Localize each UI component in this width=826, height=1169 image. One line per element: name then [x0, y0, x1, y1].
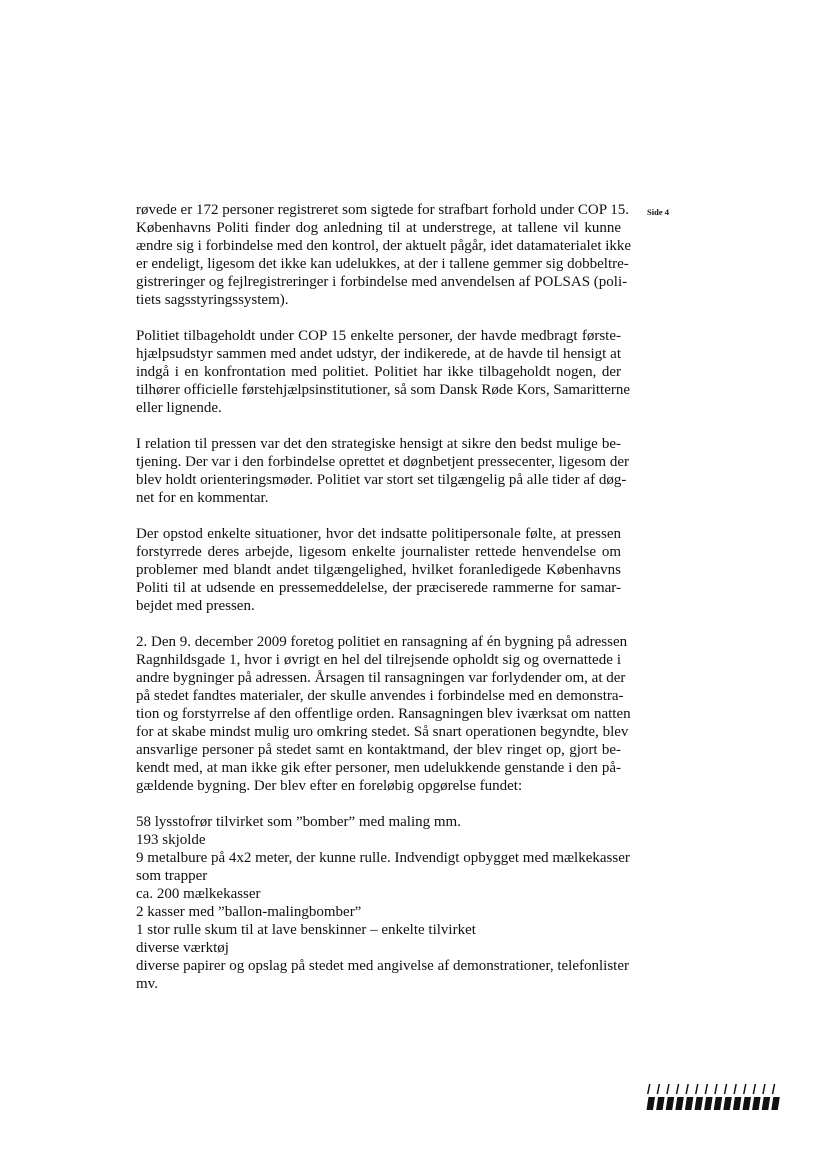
text-line: røvede er 172 personer registreret som sigtede for strafbart forhold under COP 15.: [136, 202, 630, 218]
text-line: I relation til pressen var det den strategiske hensigt at sikre den bedst mulige be-: [136, 436, 621, 452]
barcode-mark: [724, 1084, 728, 1094]
barcode-mark: [753, 1084, 757, 1094]
text-line: for at skabe mindst mulig uro omkring stedet. Så snart operationen begyndte, blev: [136, 724, 629, 740]
text-line: ændre sig i forbindelse med den kontrol, der aktuelt pågår, idet datamaterialet ikke: [136, 238, 632, 254]
text-line: tjening. Der var i den forbindelse oprettet et døgnbetjent pressecenter, ligesom der: [136, 454, 629, 470]
text-line: er endeligt, ligesom det ikke kan udelukkes, at der i tallene gemmer sig dobbeltre-: [136, 256, 629, 272]
barcode-mark: [762, 1084, 766, 1094]
list-item: 9 metalbure på 4x2 meter, der kunne rulle. Indvendigt opbygget med mælkekasser: [136, 850, 630, 866]
barcode-mark: [705, 1084, 709, 1094]
list-item: 2 kasser med ”ballon-malingbomber”: [136, 904, 362, 920]
text-line: Politiet tilbageholdt under COP 15 enkelte personer, der havde medbragt første-: [136, 328, 621, 344]
barcode-bar: [743, 1097, 752, 1110]
list-item: diverse papirer og opslag på stedet med angivelse af demonstrationer, telefonlister: [136, 958, 629, 974]
barcode-bar: [704, 1097, 713, 1110]
list-item: som trapper: [136, 868, 208, 884]
list-item: 58 lysstofrør tilvirket som ”bomber” med maling mm.: [136, 814, 461, 830]
text-line: net for en kommentar.: [136, 490, 269, 506]
list-item: 1 stor rulle skum til at lave benskinner – enkelte tilvirket: [136, 922, 476, 938]
text-line: gistreringer og fejlregistreringer i forbindelse med anvendelsen af POLSAS (poli-: [136, 274, 628, 290]
text-line: Politi til at udsende en pressemeddelelse, der præciserede rammerne for samar-: [136, 580, 621, 596]
list-item: ca. 200 mælkekasser: [136, 886, 261, 902]
text-line: ansvarlige personer på stedet samt en kontaktmand, der blev ringet op, gjort be-: [136, 742, 621, 758]
barcode-mark: [772, 1084, 776, 1094]
barcode-mark: [676, 1084, 680, 1094]
barcode-mark: [657, 1084, 661, 1094]
text-line: indgå i en konfrontation med politiet. Politiet har ikke tilbageholdt nogen, der: [136, 364, 621, 380]
barcode-bar: [714, 1097, 723, 1110]
text-line: blev holdt orienteringsmøder. Politiet var stort set tilgængelig på alle tider af døg-: [136, 472, 627, 488]
paragraph: [136, 525, 621, 615]
text-line: hjælpsudstyr sammen med andet udstyr, der indikerede, at de havde til hensigt at: [136, 346, 621, 362]
barcode-bar: [752, 1097, 761, 1110]
text-line: tiets sagsstyringssystem).: [136, 292, 289, 308]
paragraph: [136, 201, 632, 309]
barcode-bar: [675, 1097, 684, 1110]
page-number: Side 4: [647, 207, 669, 217]
list-item: 193 skjolde: [136, 832, 206, 848]
barcode-bar: [771, 1097, 780, 1110]
text-line: tion og forstyrrelse af den offentlige orden. Ransagningen blev iværksat om natten: [136, 706, 631, 722]
barcode-mark: [695, 1084, 699, 1094]
barcode-mark: [666, 1084, 670, 1094]
text-line: på stedet fandtes materialer, der skulle anvendes i forbindelse med en demonstra-: [136, 688, 624, 704]
barcode: [643, 1082, 783, 1114]
barcode-mark: [714, 1084, 718, 1094]
text-line: kendt med, at man ikke gik efter personer, men udelukkende genstande i den på-: [136, 760, 621, 776]
text-line: forstyrrede deres arbejde, ligesom enkelte journalister rettede henvendelse om: [136, 544, 621, 560]
text-line: Københavns Politi finder dog anledning til at understrege, at tallene vil kunne: [136, 220, 621, 236]
barcode-bar: [695, 1097, 704, 1110]
barcode-mark: [647, 1084, 651, 1094]
text-line: tilhører officielle førstehjælpsinstitutioner, så som Dansk Røde Kors, Samaritterne: [136, 382, 631, 398]
text-line: Ragnhildsgade 1, hvor i øvrigt en hel del tilrejsende opholdt sig og overnattede i: [136, 652, 621, 668]
text-line: bejdet med pressen.: [136, 598, 255, 614]
barcode-mark: [743, 1084, 747, 1094]
barcode-bar: [723, 1097, 732, 1110]
barcode-mark: [685, 1084, 689, 1094]
barcode-bar: [762, 1097, 771, 1110]
text-line: andre bygninger på adressen. Årsagen til ransagningen var forlydender om, at der: [136, 670, 626, 686]
barcode-bar: [685, 1097, 694, 1110]
document-body: [136, 201, 632, 1011]
barcode-bar: [647, 1097, 656, 1110]
text-line: Der opstod enkelte situationer, hvor det indsatte politipersonale følte, at pressen: [136, 526, 621, 542]
paragraph: [136, 327, 631, 417]
text-line: 2. Den 9. december 2009 foretog politiet en ransagning af én bygning på adressen: [136, 634, 628, 650]
barcode-bar: [666, 1097, 675, 1110]
barcode-mark: [733, 1084, 737, 1094]
paragraph: [136, 633, 631, 795]
text-line: problemer med blandt andet tilgængelighed, hvilket foranledigede Københavns: [136, 562, 621, 578]
barcode-bar: [656, 1097, 665, 1110]
list-item: diverse værktøj: [136, 940, 229, 956]
list-item: mv.: [136, 976, 158, 992]
found-items-list: [136, 813, 630, 993]
barcode-bar: [733, 1097, 742, 1110]
text-line: eller lignende.: [136, 400, 222, 416]
paragraph: [136, 435, 629, 507]
text-line: gældende bygning. Der blev efter en foreløbig opgørelse fundet:: [136, 778, 523, 794]
